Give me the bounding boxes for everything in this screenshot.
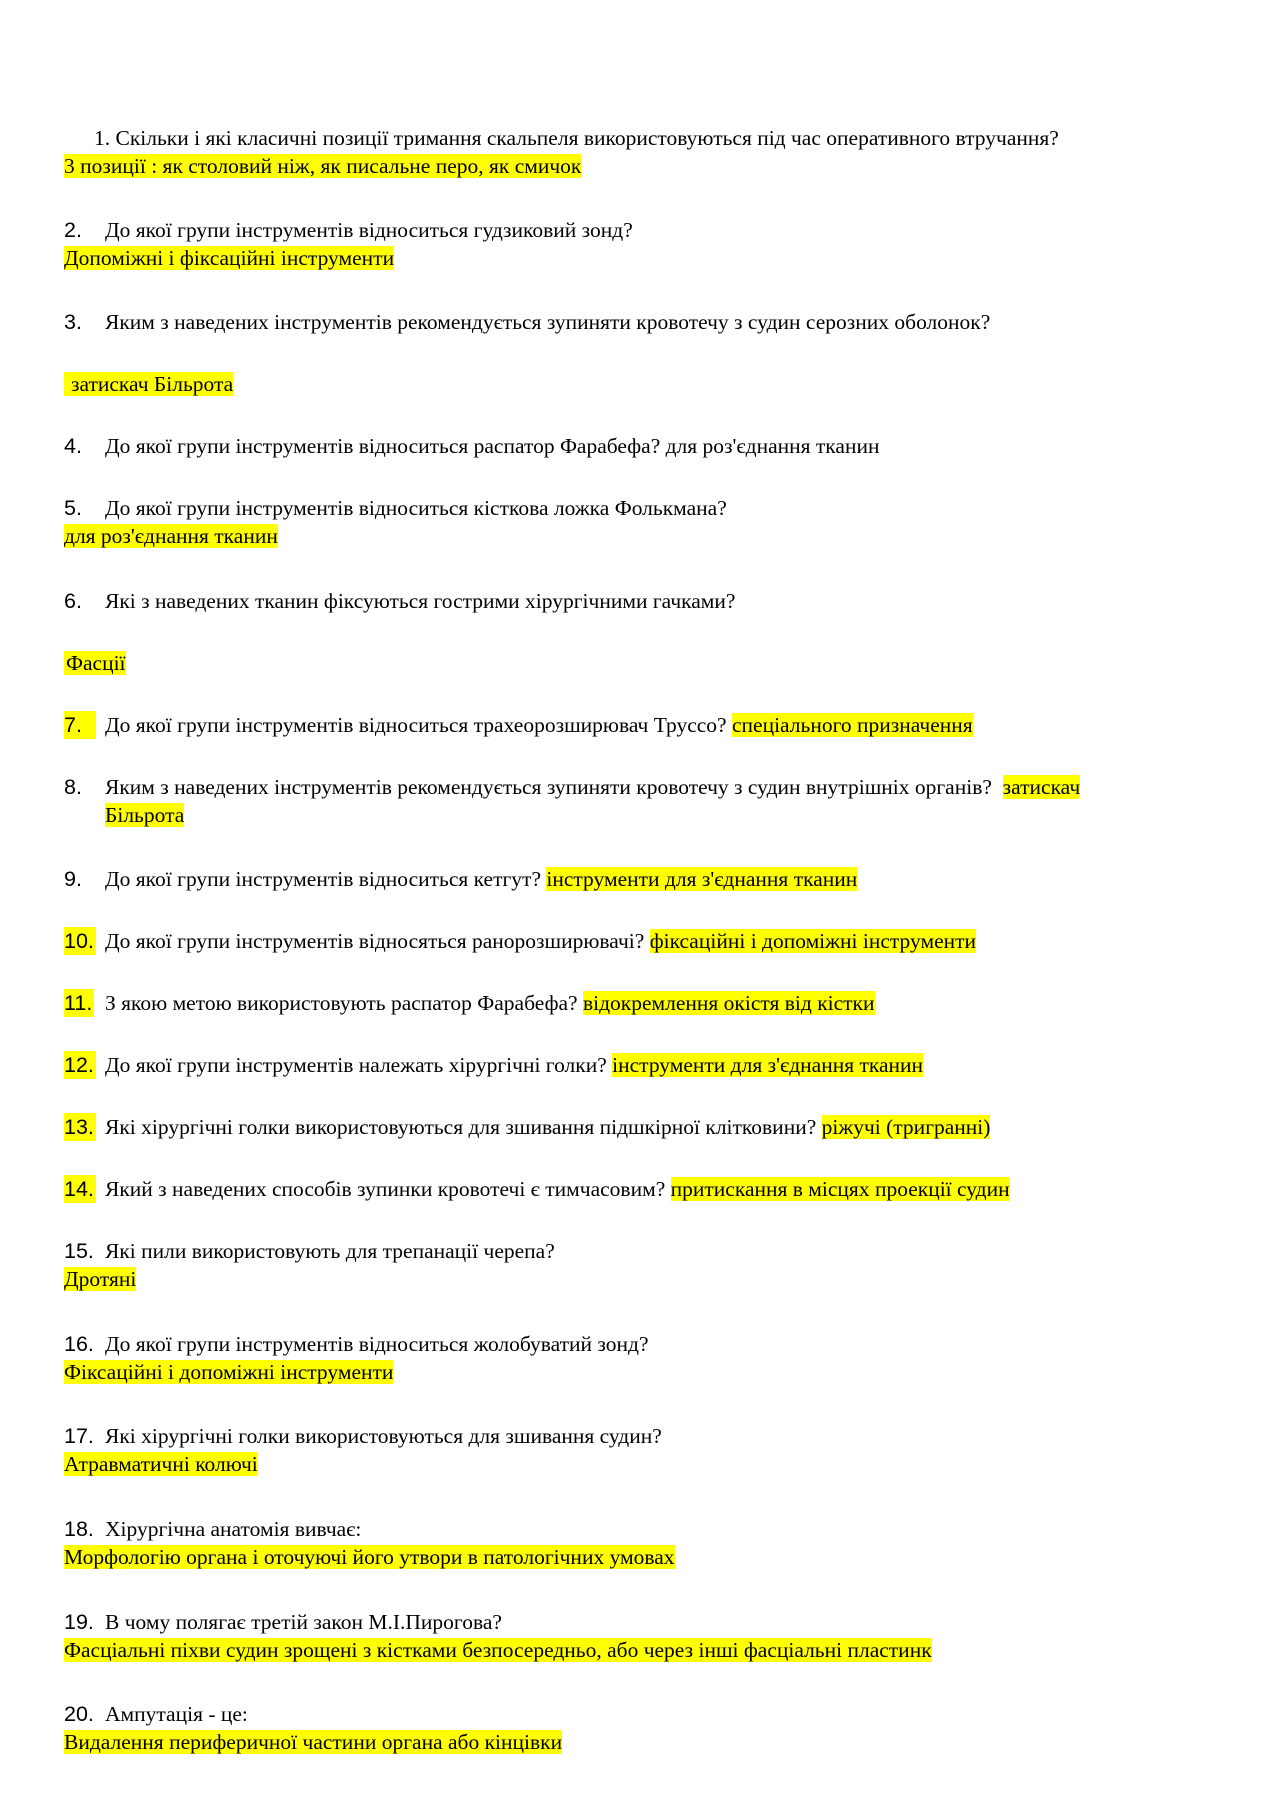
answer-text: Фасціальні піхви судин зрощені з кістками безпосередньо, або через інші фасціальні пластинк xyxy=(64,1638,932,1662)
question-number: 18. xyxy=(64,1517,94,1541)
question-text: Які з наведених тканин фіксуються гострими хірургічними гачками? xyxy=(105,589,736,613)
question-text: Хірургічна анатомія вивчає: xyxy=(105,1517,362,1541)
answer-8-part1: затискач xyxy=(1002,775,1081,799)
question-block-5 xyxy=(64,494,1214,550)
question-number: 6. xyxy=(64,589,82,613)
answer-6 xyxy=(64,649,1214,677)
question-4 xyxy=(64,432,1214,460)
question-7 xyxy=(64,711,1214,739)
question-number: 10. xyxy=(64,929,94,953)
question-number: 3. xyxy=(64,310,82,334)
question-number: 7. xyxy=(64,711,96,739)
question-number: 12. xyxy=(64,1053,94,1077)
question-number: 19. xyxy=(64,1610,94,1634)
question-8 xyxy=(64,773,1214,829)
answer-text: Фасції xyxy=(66,651,126,675)
question-text: Які хірургічні голки використовуються для зшивання підшкірної клітковини? xyxy=(105,1115,817,1139)
question-text: Які пили використовують для трепанації черепа? xyxy=(105,1239,555,1263)
question-number: 9. xyxy=(64,867,82,891)
question-text: Ампутація - це: xyxy=(105,1702,248,1726)
question-block-16 xyxy=(64,1330,1214,1386)
question-text: До якої групи інструментів відносяться ранорозширювачі? xyxy=(105,929,645,953)
question-block-18 xyxy=(64,1515,1214,1571)
answer-text: 3 позиції : як столовий ніж, як писальне перо, як смичок xyxy=(64,154,582,178)
question-number: 4. xyxy=(64,434,82,458)
question-1 xyxy=(64,124,1214,152)
question-text: Скільки і які класичні позиції тримання скальпеля використовуються під час оперативного втручання? xyxy=(115,126,1059,150)
question-20 xyxy=(64,1700,1214,1728)
question-text: До якої групи інструментів відноситься трахеорозширювач Труссо? xyxy=(105,713,727,737)
question-text: В чому полягає третій закон М.І.Пирогова? xyxy=(105,1610,502,1634)
question-number: 5. xyxy=(64,496,82,520)
question-5 xyxy=(64,494,1214,522)
question-text: Який з наведених способів зупинки кровотечі є тимчасовим? xyxy=(105,1177,666,1201)
question-text: До якої групи інструментів відноситься распатор Фарабефа? для роз'єднання тканин xyxy=(105,434,880,458)
question-number: 13. xyxy=(64,1115,94,1139)
question-18 xyxy=(64,1515,1214,1543)
question-block-1 xyxy=(64,124,1214,180)
question-number: 17. xyxy=(64,1424,94,1448)
question-block-15 xyxy=(64,1237,1214,1293)
answer-14: притискання в місцях проекції судин xyxy=(670,1177,1010,1201)
question-11 xyxy=(64,989,1214,1017)
question-number: 16. xyxy=(64,1332,94,1356)
question-text: До якої групи інструментів відноситься гудзиковий зонд? xyxy=(105,218,633,242)
answer-19 xyxy=(64,1636,1214,1664)
answer-text: Морфологію органа і оточуючі його утвори в патологічних умовах xyxy=(64,1545,675,1569)
question-10 xyxy=(64,927,1214,955)
question-number: 11. xyxy=(64,991,93,1015)
question-19 xyxy=(64,1608,1214,1636)
question-text: До якої групи інструментів відноситься кісткова ложка Фолькмана? xyxy=(105,496,727,520)
question-block-13 xyxy=(64,1113,1214,1141)
question-block-7 xyxy=(64,711,1214,739)
question-block-14 xyxy=(64,1175,1214,1203)
answer-13: ріжучі (тригранні) xyxy=(821,1115,991,1139)
answer-9: інструменти для з'єднання тканин xyxy=(546,867,858,891)
answer-text: Допоміжні і фіксаційні інструменти xyxy=(64,246,395,270)
answer-text: Атравматичні колючі xyxy=(64,1452,258,1476)
answer-2 xyxy=(64,244,1214,272)
answer-20 xyxy=(64,1728,1214,1756)
question-number: 8. xyxy=(64,775,82,799)
question-number: 2. xyxy=(64,218,82,242)
answer-15 xyxy=(64,1265,1214,1293)
answer-5 xyxy=(64,522,1214,550)
question-text: До якої групи інструментів відноситься кетгут? xyxy=(105,867,541,891)
question-block-11 xyxy=(64,989,1214,1017)
answer-7: спеціального призначення xyxy=(731,713,973,737)
answer-text: Фіксаційні і допоміжні інструменти xyxy=(64,1360,394,1384)
question-block-8 xyxy=(64,773,1214,829)
question-block-10 xyxy=(64,927,1214,955)
answer-11: відокремлення окістя від кістки xyxy=(582,991,875,1015)
question-text: До якої групи інструментів відноситься жолобуватий зонд? xyxy=(105,1332,649,1356)
question-block-19 xyxy=(64,1608,1214,1664)
question-text: Яким з наведених інструментів рекомендується зупиняти кровотечу з судин серозних оболонок? xyxy=(105,310,991,334)
question-2 xyxy=(64,216,1214,244)
question-block-17 xyxy=(64,1422,1214,1478)
question-block-12 xyxy=(64,1051,1214,1079)
question-text: До якої групи інструментів належать хірургічні голки? xyxy=(105,1053,607,1077)
answer-17 xyxy=(64,1450,1214,1478)
question-12 xyxy=(64,1051,1214,1079)
question-number: 1. xyxy=(94,126,111,150)
answer-text: Дротяні xyxy=(64,1267,137,1291)
question-text: З якою метою використовують распатор Фарабефа? xyxy=(105,991,578,1015)
answer-8-part2: Більрота xyxy=(105,803,185,827)
answer-text: затискач Більрота xyxy=(64,372,233,396)
question-number: 14. xyxy=(64,1177,94,1201)
answer-1 xyxy=(64,152,1214,180)
question-3 xyxy=(64,308,1214,336)
question-number: 20. xyxy=(64,1702,94,1726)
question-17 xyxy=(64,1422,1214,1450)
question-block-2 xyxy=(64,216,1214,272)
question-block-9 xyxy=(64,865,1214,893)
answer-text: Видалення периферичної частини органа або кінцівки xyxy=(64,1730,563,1754)
answer-text: для роз'єднання тканин xyxy=(64,524,278,548)
question-6 xyxy=(64,587,1214,615)
answer-16 xyxy=(64,1358,1214,1386)
question-block-20 xyxy=(64,1700,1214,1756)
question-text: Яким з наведених інструментів рекомендується зупиняти кровотечу з судин внутрішніх органів? xyxy=(105,775,992,799)
question-block-3 xyxy=(64,308,1214,398)
question-13 xyxy=(64,1113,1214,1141)
question-block-6 xyxy=(64,587,1214,677)
question-number: 15. xyxy=(64,1239,94,1263)
answer-3 xyxy=(64,370,1214,398)
question-9 xyxy=(64,865,1214,893)
question-15 xyxy=(64,1237,1214,1265)
answer-18 xyxy=(64,1543,1214,1571)
question-block-4 xyxy=(64,432,1214,460)
answer-12: інструменти для з'єднання тканин xyxy=(612,1053,924,1077)
question-14 xyxy=(64,1175,1214,1203)
answer-10: фіксаційні і допоміжні інструменти xyxy=(649,929,977,953)
question-text: Які хірургічні голки використовуються для зшивання судин? xyxy=(105,1424,662,1448)
question-16 xyxy=(64,1330,1214,1358)
